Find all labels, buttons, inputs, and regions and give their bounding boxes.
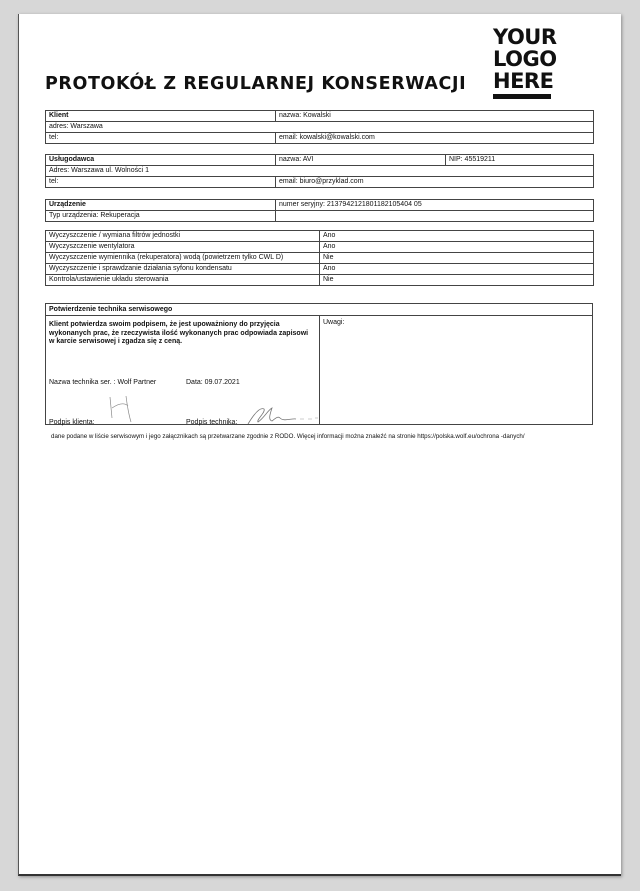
device-serial: numer seryjny: 2137942121801182105404 05 xyxy=(276,200,594,211)
checklist-task: Wyczyszczenie i sprawdzanie działania syfonu kondensatu xyxy=(46,264,320,275)
gdpr-footer-note: dane podane w liście serwisowym i jego załącznikach są przetwarzane zgodnie z RODO. Więcej informacji można znaleźć na stronie https://polska.wolf.eu/ochrona -danych/ xyxy=(51,433,525,440)
checklist-value: Ano xyxy=(320,242,594,253)
provider-name: nazwa: AVI xyxy=(276,155,446,166)
logo-line-3: HERE xyxy=(493,69,554,93)
checklist-row xyxy=(46,242,594,253)
client-signature-label: Podpis klienta: xyxy=(49,419,95,426)
notes-label: Uwagi: xyxy=(323,319,345,326)
checklist-row xyxy=(46,253,594,264)
client-tel: tel: xyxy=(46,133,276,144)
provider-address: Adres: Warszawa ul. Wolności 1 xyxy=(46,166,594,177)
checklist-task: Wyczyszczenie wentylatora xyxy=(46,242,320,253)
checklist-value: Ano xyxy=(320,231,594,242)
checklist-value: Ano xyxy=(320,264,594,275)
checklist-row xyxy=(46,275,594,286)
client-email: email: kowalski@kowalski.com xyxy=(276,133,594,144)
logo-line-2: LOGO xyxy=(493,47,557,71)
logo-underline xyxy=(493,94,551,99)
client-header: Klient xyxy=(46,111,276,122)
technician-signature-label: Podpis technika: xyxy=(186,419,238,426)
provider-nip: NIP: 45519211 xyxy=(446,155,594,166)
document-title: PROTOKÓŁ Z REGULARNEJ KONSERWACJI xyxy=(45,74,467,94)
document-page xyxy=(18,14,621,876)
service-checklist xyxy=(45,230,594,286)
provider-header: Usługodawca xyxy=(46,155,276,166)
logo-line-1: YOUR xyxy=(493,25,557,49)
checklist-task: Wyczyszczenie / wymiana filtrów jednostki xyxy=(46,231,320,242)
device-table xyxy=(45,199,594,222)
checklist-task: Wyczyszczenie wymiennika (rekuperatora) wodą (powietrzem tylko CWL D) xyxy=(46,253,320,264)
technician-name: Nazwa technika ser. : Wolf Partner xyxy=(49,379,157,386)
technician-confirmation xyxy=(45,303,593,425)
technician-signature-image xyxy=(244,404,320,428)
provider-email: email: biuro@przyklad.com xyxy=(276,177,594,188)
client-table xyxy=(45,110,594,144)
client-signature-image xyxy=(104,394,136,424)
checklist-row xyxy=(46,264,594,275)
confirmation-statement: Klient potwierdza swoim podpisem, że jest upoważniony do przyjęcia wykonanych prac, że rzeczywista ilość wykonanych prac odpowiada zapisowi w karcie serwisowej i zgadza się z ceną. xyxy=(49,321,309,345)
checklist-value: Nie xyxy=(320,253,594,264)
checklist-value: Nie xyxy=(320,275,594,286)
checklist-task: Kontrola/ustawienie układu sterowania xyxy=(46,275,320,286)
service-date: Data: 09.07.2021 xyxy=(186,379,240,386)
client-address: adres: Warszawa xyxy=(46,122,594,133)
device-type: Typ urządzenia: Rekuperacja xyxy=(46,211,276,222)
client-name: nazwa: Kowalski xyxy=(276,111,594,122)
device-header: Urządzenie xyxy=(46,200,276,211)
confirmation-header: Potwierdzenie technika serwisowego xyxy=(46,304,592,316)
confirmation-left-panel xyxy=(46,316,320,424)
provider-table xyxy=(45,154,594,188)
provider-tel: tel: xyxy=(46,177,276,188)
logo-placeholder xyxy=(493,25,557,99)
checklist-row xyxy=(46,231,594,242)
